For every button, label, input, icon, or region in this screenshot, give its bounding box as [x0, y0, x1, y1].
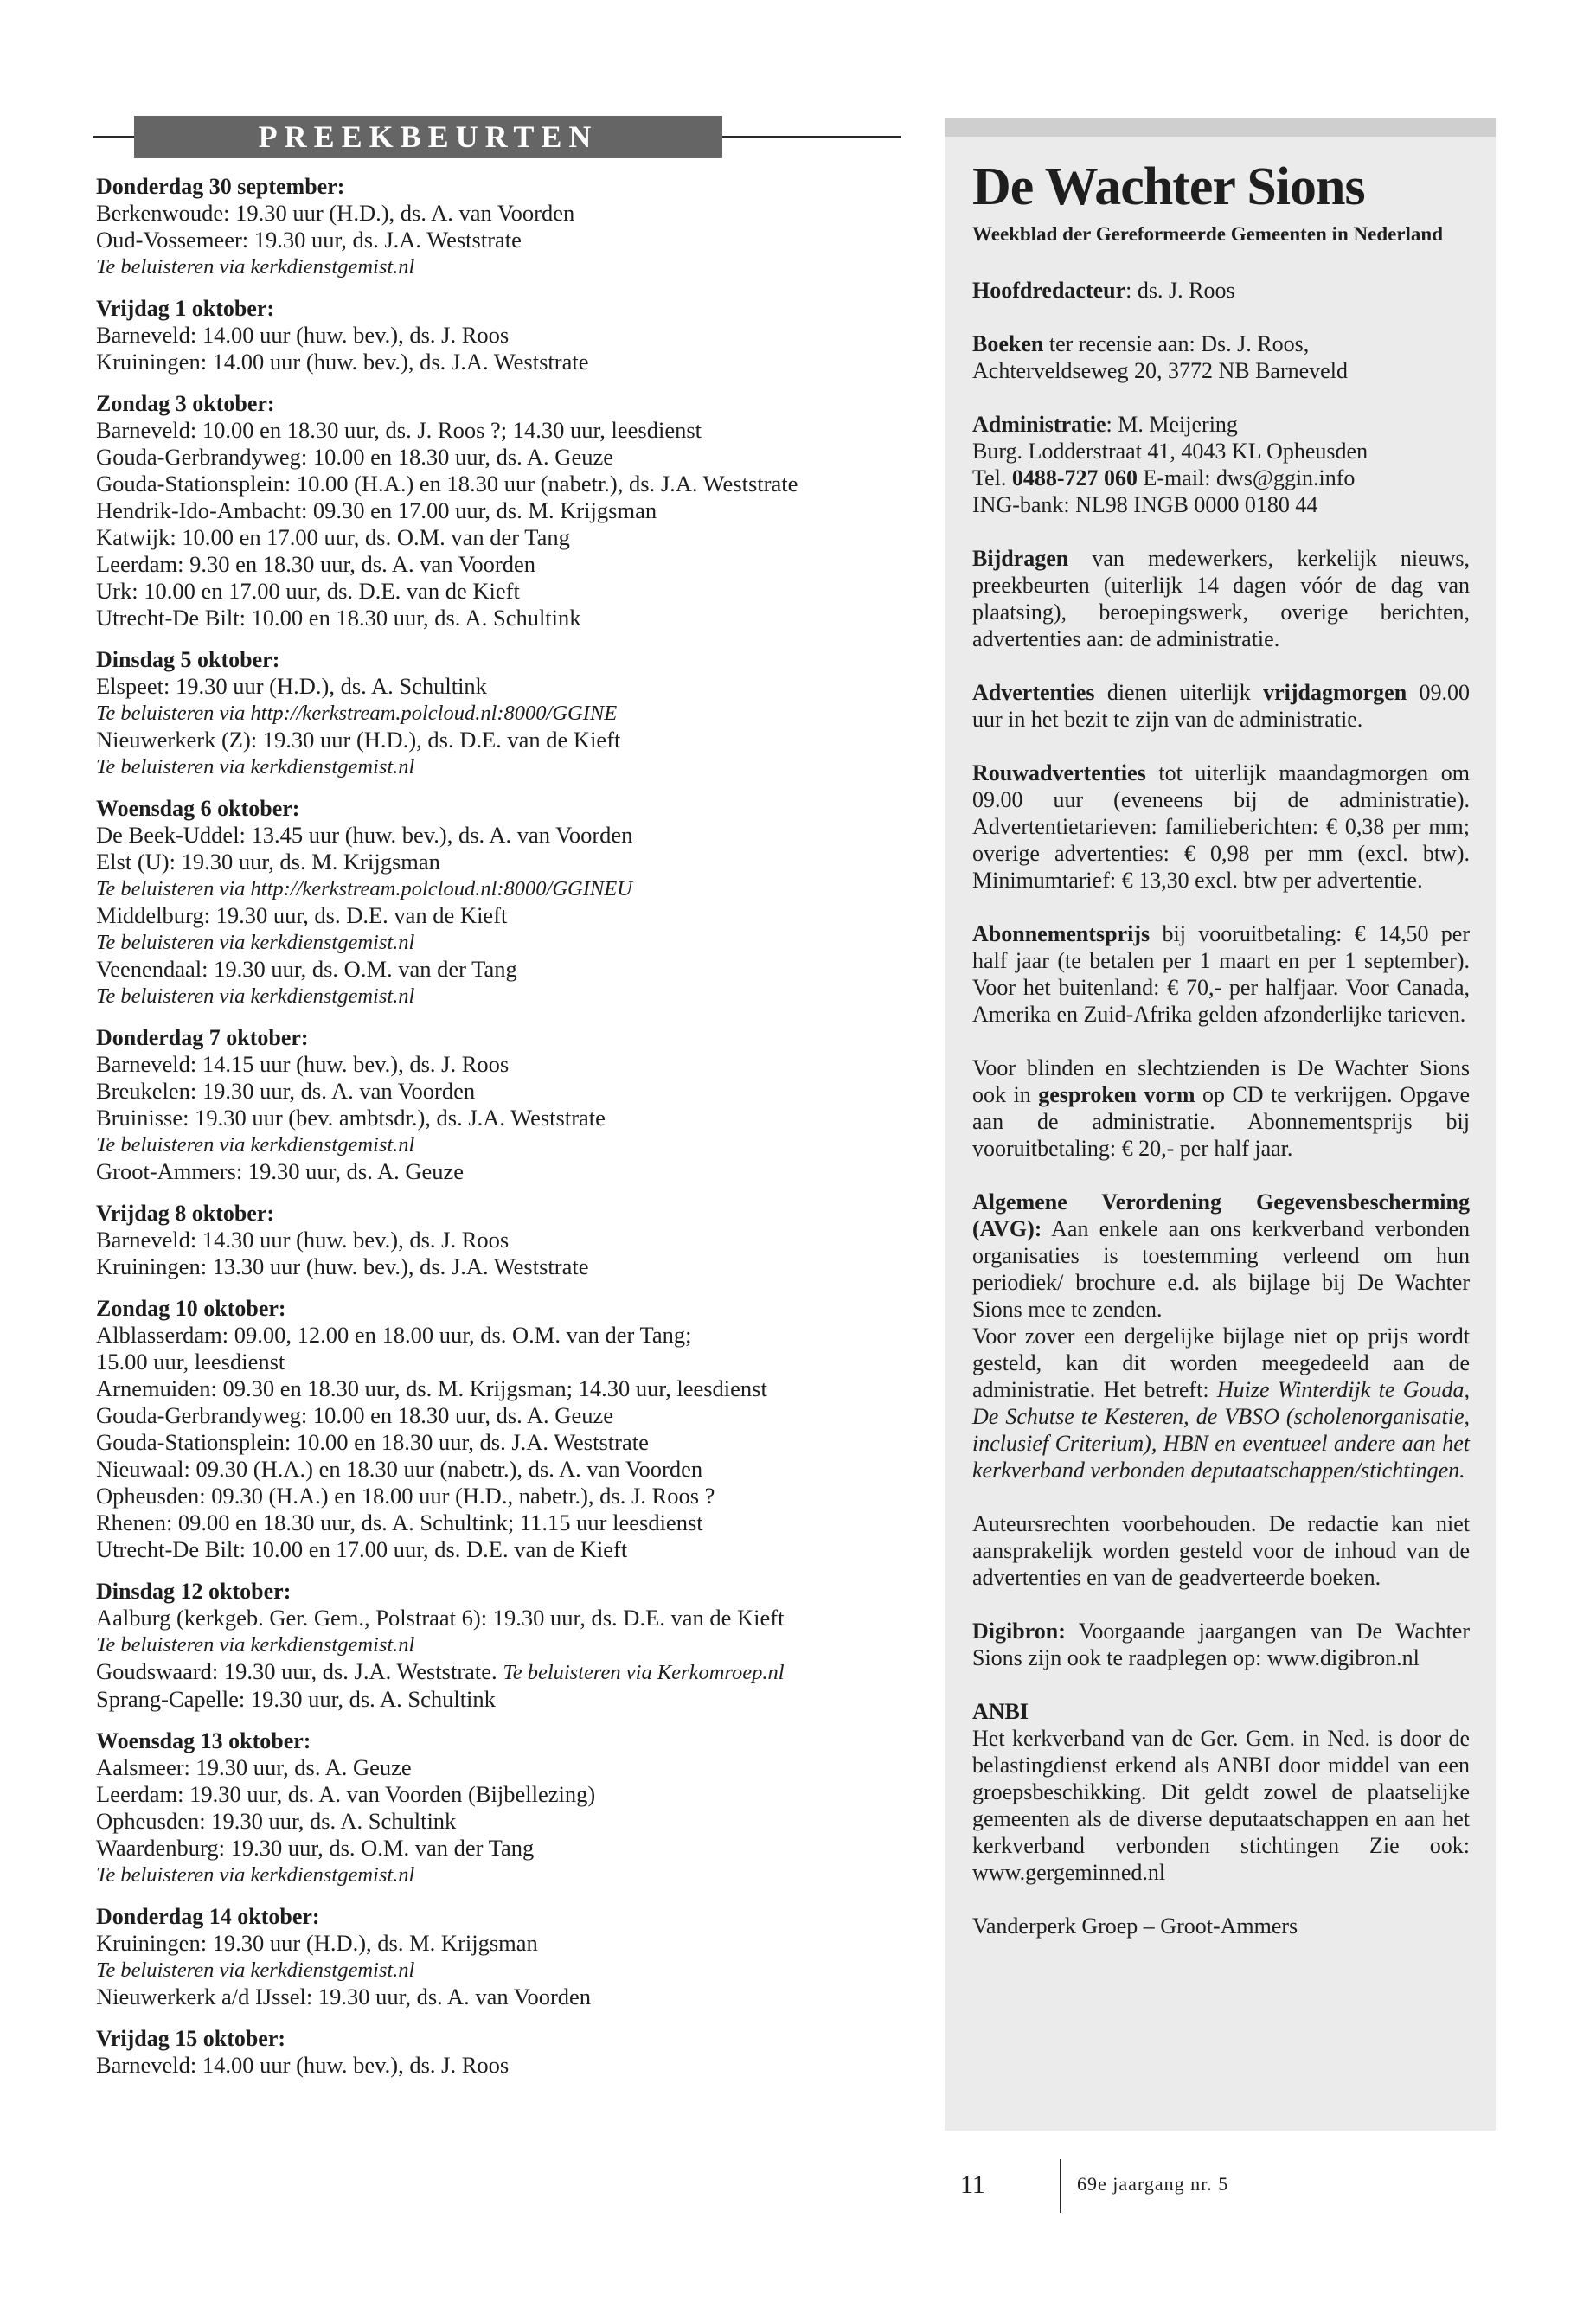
page-number: 11 — [960, 2170, 985, 2199]
service-entry: Barneveld: 14.30 uur (huw. bev.), ds. J. Roos — [96, 1227, 510, 1253]
schedule-day — [96, 1578, 901, 1713]
service-entry: Leerdam: 9.30 en 18.30 uur, ds. A. van Voorden — [96, 551, 536, 577]
service-entry: Arnemuiden: 09.30 en 18.30 uur, ds. M. Krijgsman; 14.30 uur, leesdienst — [96, 1375, 767, 1401]
service-entry: Alblasserdam: 09.00, 12.00 en 18.00 uur, ds. O.M. van der Tang; — [96, 1322, 692, 1348]
service-entry: Kruiningen: 13.30 uur (huw. bev.), ds. J.A. Weststrate — [96, 1253, 589, 1279]
schedule-day — [96, 1727, 901, 1888]
schedule-day — [96, 295, 901, 375]
service-entry: Rhenen: 09.00 en 18.30 uur, ds. A. Schultink; 11.15 uur leesdienst — [96, 1509, 703, 1535]
anbi: ANBI Het kerkverband van de Ger. Gem. in Ned. is door de belastingdienst erkend als ANBI door middel van een groepsbeschikking. Dit geldt zowel de plaatselijke gemeenten als de diverse deputaatschappen en aan het kerkverband verbonden stichtingen Zie ook: www.gergeminned.nl — [972, 1699, 1470, 1885]
service-entry: Leerdam: 19.30 uur, ds. A. van Voorden (Bijbellezing) — [96, 1781, 596, 1807]
service-entry: Kruiningen: 19.30 uur (H.D.), ds. M. Krijgsman — [96, 1930, 538, 1956]
service-entry: Bruinisse: 19.30 uur (bev. ambtsdr.), ds. J.A. Weststrate — [96, 1105, 606, 1131]
bijdragen: Bijdragen van medewerkers, kerkelijk nieuws, preekbeurten (uiterlijk 14 dagen vóór de dag van plaatsing), beroepingswerk, overige berichten, advertenties aan: de administratie. — [972, 546, 1470, 651]
stream-note: Te beluisteren via kerkdienstgemist.nl — [96, 984, 415, 1008]
service-entry: Oud-Vossemeer: 19.30 uur, ds. J.A. Weststrate — [96, 227, 522, 253]
volume-label: 69e jaargang nr. 5 — [1077, 2173, 1229, 2195]
service-entry: Gouda-Stationsplein: 10.00 (H.A.) en 18.30 uur (nabetr.), ds. J.A. Weststrate — [96, 471, 798, 497]
schedule-day — [96, 1295, 901, 1563]
service-entry: Barneveld: 14.00 uur (huw. bev.), ds. J. Roos — [96, 2052, 510, 2078]
day-heading: Donderdag 7 oktober: — [96, 1025, 309, 1050]
schedule-list — [96, 173, 901, 2093]
day-heading: Donderdag 30 september: — [96, 174, 345, 199]
schedule-day — [96, 795, 901, 1009]
service-entry: Opheusden: 09.30 (H.A.) en 18.00 uur (H.D., nabetr.), ds. J. Roos ? — [96, 1483, 715, 1509]
schedule-day — [96, 2025, 901, 2079]
stream-note: Te beluisteren via kerkdienstgemist.nl — [96, 1958, 415, 1982]
avg-2: Voor zover een dergelijke bijlage niet op prijs wordt gesteld, kan dit worden meegedeeld aan de administratie. Het betreft: Huize Winterdijk te Gouda, De Schutse te Kesteren, de VBSO (scholenorganisatie, inclusief Criterium), HBN en eventueel andere aan het kerkverband verbonden deputaatschappen/stichtingen. — [972, 1324, 1470, 1483]
service-entry: Urk: 10.00 en 17.00 uur, ds. D.E. van de Kieft — [96, 578, 520, 604]
drukker: Vanderperk Groep – Groot-Ammers — [972, 1913, 1298, 1939]
service-entry: De Beek-Uddel: 13.45 uur (huw. bev.), ds. A. van Voorden — [96, 822, 633, 848]
service-entry: Veenendaal: 19.30 uur, ds. O.M. van der Tang — [96, 956, 517, 982]
section-header: PREEKBEURTEN — [134, 116, 722, 158]
service-entry: Kruiningen: 14.00 uur (huw. bev.), ds. J.A. Weststrate — [96, 349, 589, 375]
service-entry: Barneveld: 14.15 uur (huw. bev.), ds. J. Roos — [96, 1051, 510, 1077]
avg-1: Algemene Verordening Gegevensbescherming (AVG): Aan enkele aan ons kerkverband verbonden organisaties is toestemming verleend om hun periodiek/ brochure e.d. als bijlage bij De Wachter Sions mee te zenden. — [972, 1189, 1470, 1322]
advertenties: Advertenties dienen uiterlijk vrijdagmorgen 09.00 uur in het bezit te zijn van de administratie. — [972, 680, 1471, 732]
service-entry: Gouda-Stationsplein: 10.00 en 18.30 uur, ds. J.A. Weststrate — [96, 1429, 649, 1455]
stream-note: Te beluisteren via kerkdienstgemist.nl — [96, 755, 415, 779]
day-heading: Woensdag 13 oktober: — [96, 1728, 311, 1753]
service-entry: Elst (U): 19.30 uur, ds. M. Krijgsman — [96, 849, 440, 875]
auteursrechten: Auteursrechten voorbehouden. De redactie kan niet aansprakelijk worden gesteld voor de inhoud van de advertenties en van de geadverteerde boeken. — [972, 1511, 1470, 1590]
blinden: Voor blinden en slechtzienden is De Wachter Sions ook in gesproken vorm op CD te verkrijgen. Opgave aan de administratie. Abonnementsprijs bij vooruitbetaling: € 20,- per half jaar. — [972, 1055, 1470, 1161]
magazine-title: De Wachter Sions — [972, 157, 1365, 216]
service-entry: Gouda-Gerbrandyweg: 10.00 en 18.30 uur, ds. A. Geuze — [96, 1402, 613, 1428]
day-heading: Vrijdag 15 oktober: — [96, 2026, 286, 2051]
schedule-day — [96, 1903, 901, 2010]
hoofdredacteur: Hoofdredacteur: ds. J. Roos — [972, 278, 1235, 303]
stream-note: Te beluisteren via kerkdienstgemist.nl — [96, 255, 415, 279]
service-entry: Utrecht-De Bilt: 10.00 en 17.00 uur, ds. D.E. van de Kieft — [96, 1536, 628, 1562]
day-heading: Vrijdag 1 oktober: — [96, 296, 275, 321]
day-heading: Zondag 3 oktober: — [96, 391, 275, 416]
service-entry: Katwijk: 10.00 en 17.00 uur, ds. O.M. van der Tang — [96, 524, 570, 550]
schedule-day — [96, 1024, 901, 1185]
day-heading: Vrijdag 8 oktober: — [96, 1201, 275, 1226]
magazine-subtitle: Weekblad der Gereformeerde Gemeenten in Nederland — [972, 223, 1444, 245]
day-heading: Woensdag 6 oktober: — [96, 796, 300, 821]
day-heading: Zondag 10 oktober: — [96, 1296, 286, 1321]
stream-note: Te beluisteren via kerkdienstgemist.nl — [96, 1863, 415, 1887]
service-entry: Utrecht-De Bilt: 10.00 en 18.30 uur, ds. A. Schultink — [96, 605, 581, 631]
service-entry: Aalburg (kerkgeb. Ger. Gem., Polstraat 6): 19.30 uur, ds. D.E. van de Kieft — [96, 1605, 785, 1631]
stream-note: Te beluisteren via http://kerkstream.polcloud.nl:8000/GGINE — [96, 702, 618, 725]
rouwadvertenties: Rouwadvertenties tot uiterlijk maandagmorgen om 09.00 uur (eveneens bij de administratie). Advertentietarieven: familieberichten: € 0,38 per mm; overige advertenties: € 0,98 per mm (excl. btw). Minimumtarief: € 13,30 excl. btw per advertentie. — [972, 760, 1470, 893]
service-entry: Nieuwerkerk (Z): 19.30 uur (H.D.), ds. D.E. van de Kieft — [96, 727, 621, 753]
service-entry: Waardenburg: 19.30 uur, ds. O.M. van der Tang — [96, 1835, 535, 1861]
service-entry — [96, 1658, 901, 1686]
service-entry: Groot-Ammers: 19.30 uur, ds. A. Geuze — [96, 1158, 465, 1184]
service-entry: Middelburg: 19.30 uur, ds. D.E. van de Kieft — [96, 902, 508, 928]
service-entry: Gouda-Gerbrandyweg: 10.00 en 18.30 uur, ds. A. Geuze — [96, 444, 613, 470]
service-entry: Sprang-Capelle: 19.30 uur, ds. A. Schultink — [96, 1686, 496, 1712]
boeken: Boeken ter recensie aan: Ds. J. Roos, Achterveldseweg 20, 3772 NB Barneveld — [972, 331, 1348, 383]
service-text: Goudswaard: 19.30 uur, ds. J.A. Weststrate. — [96, 1658, 497, 1684]
service-entry: Opheusden: 19.30 uur, ds. A. Schultink — [96, 1808, 457, 1834]
stream-note: Te beluisteren via kerkdienstgemist.nl — [96, 1133, 415, 1157]
stream-note: Te beluisteren via Kerkomroep.nl — [503, 1661, 785, 1684]
service-entry: 15.00 uur, leesdienst — [96, 1349, 285, 1375]
administratie: Administratie: M. Meijering Burg. Lodderstraat 41, 4043 KL Opheusden Tel. 0488-727 060 E-mail: dws@ggin.info ING-bank: NL98 INGB 0000 0180 44 — [972, 412, 1368, 517]
schedule-day — [96, 390, 901, 631]
service-entry: Nieuwerkerk a/d IJssel: 19.30 uur, ds. A. van Voorden — [96, 1984, 592, 2009]
schedule-day — [96, 646, 901, 780]
service-entry: Barneveld: 10.00 en 18.30 uur, ds. J. Roos ?; 14.30 uur, leesdienst — [96, 417, 702, 443]
abonnementsprijs: Abonnementsprijs bij vooruitbetaling: € 14,50 per half jaar (te betalen per 1 maart en per 1 september). Voor het buitenland: € 70,- per halfjaar. Voor Canada, Amerika en Zuid-Afrika gelden afzonderlijke tarieven. — [972, 921, 1470, 1027]
colophon-topbar — [945, 118, 1496, 137]
day-heading: Dinsdag 12 oktober: — [96, 1579, 292, 1604]
service-entry: Breukelen: 19.30 uur, ds. A. van Voorden — [96, 1078, 476, 1104]
stream-note: Te beluisteren via kerkdienstgemist.nl — [96, 931, 415, 954]
schedule-day — [96, 1200, 901, 1280]
service-entry: Hendrik-Ido-Ambacht: 09.30 en 17.00 uur, ds. M. Krijgsman — [96, 497, 657, 523]
colophon-content — [972, 152, 1470, 1966]
service-entry: Barneveld: 14.00 uur (huw. bev.), ds. J. Roos — [96, 322, 510, 348]
digibron: Digibron: Voorgaande jaargangen van De Wachter Sions zijn ook te raadplegen op: www.digibron.nl — [972, 1618, 1470, 1670]
stream-note: Te beluisteren via http://kerkstream.polcloud.nl:8000/GGINEU — [96, 877, 632, 901]
stream-note: Te beluisteren via kerkdienstgemist.nl — [96, 1633, 415, 1657]
service-entry: Aalsmeer: 19.30 uur, ds. A. Geuze — [96, 1754, 412, 1780]
day-heading: Dinsdag 5 oktober: — [96, 647, 280, 672]
schedule-day — [96, 173, 901, 280]
service-entry: Nieuwaal: 09.30 (H.A.) en 18.30 uur (nabetr.), ds. A. van Voorden — [96, 1456, 703, 1482]
colophon-box — [945, 118, 1496, 2131]
service-entry: Elspeet: 19.30 uur (H.D.), ds. A. Schultink — [96, 673, 487, 699]
service-entry: Berkenwoude: 19.30 uur (H.D.), ds. A. van Voorden — [96, 200, 575, 226]
day-heading: Donderdag 14 oktober: — [96, 1904, 320, 1929]
footer-divider — [1060, 2159, 1061, 2213]
